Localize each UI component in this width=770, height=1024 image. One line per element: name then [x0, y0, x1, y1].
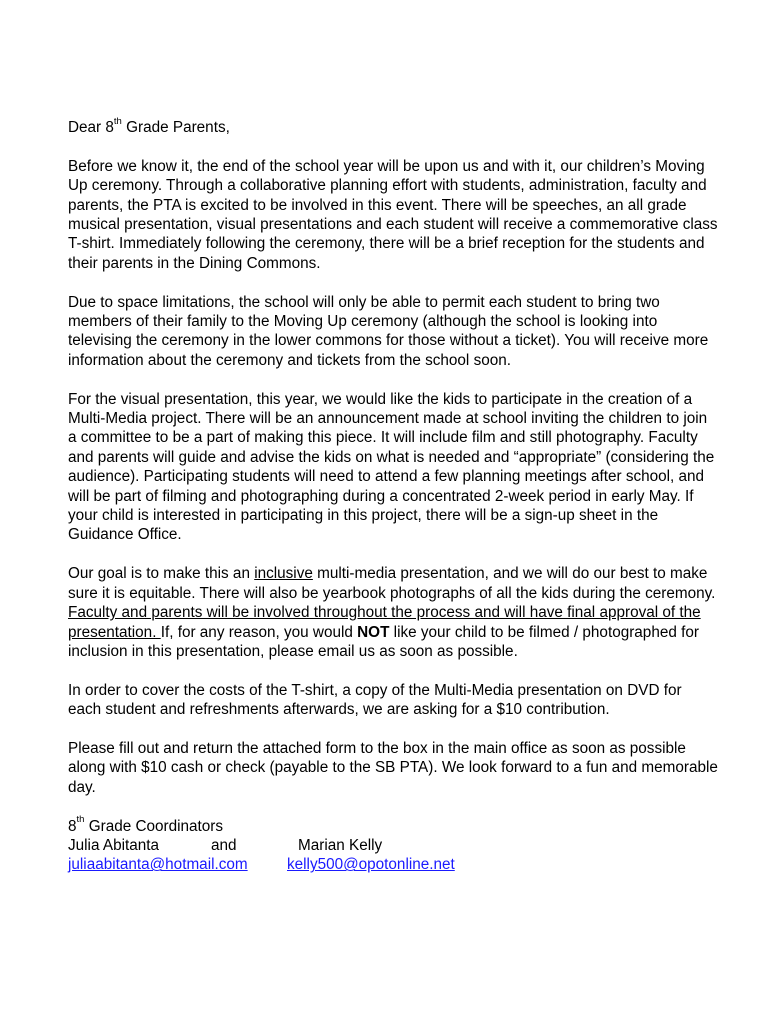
email-link-marian[interactable]: kelly500@opotonline.net	[287, 856, 455, 874]
conjunction: and	[211, 836, 237, 854]
greeting: Dear 8th Grade Parents,	[68, 115, 230, 136]
paragraph-return-form: Please fill out and return the attached form to the box in the main office as soon as possible along with $10 cash or check (payable to the SB PTA). We look forward to a fun and memorable day.	[68, 739, 718, 796]
paragraph-contribution: In order to cover the costs of the T-shirt, a copy of the Multi-Media presentation on DVD for each student and refreshments afterwards, we are asking for a $10 contribution.	[68, 681, 682, 719]
not-emphasis: NOT	[357, 623, 390, 641]
email-link-julia[interactable]: juliaabitanta@hotmail.com	[68, 856, 248, 874]
coordinator-name-1: Julia Abitanta	[68, 836, 159, 854]
signature-names	[68, 836, 718, 855]
paragraph-ceremony-intro: Before we know it, the end of the school year will be upon us and with it, our children’s Moving Up ceremony. Through a collaborative planning effort with students, administration, faculty and parents, the PTA is excited to be involved in this event. There will be speeches, an all grade musical presentation, visual presentations and each student will receive a commemorative class T-shirt. Immediately following the ceremony, there will be a brief reception for the students and their parents in the Dining Commons.	[68, 157, 718, 272]
paragraph-inclusive-goal: Our goal is to make this an inclusive multi-media presentation, and we will do our best to make sure it is equitable. There will also be yearbook photographs of all the kids during the ceremony. Faculty and parents will be involved throughout the process and will have final approval of the presentation. If, for any reason, you would NOT like your child to be filmed / photographed for inclusion in this presentation, please email us as soon as possible.	[68, 565, 716, 660]
signature-block	[68, 814, 718, 875]
inclusive-word: inclusive	[254, 565, 313, 583]
approval-statement: Faculty and parents will be involved throughout the process and will have final approval of the presentation.	[68, 604, 701, 641]
paragraph-visual-presentation: For the visual presentation, this year, we would like the kids to participate in the creation of a Multi-Media project. There will be an announcement made at school inviting the children to join a committee to be a part of making this piece. It will include film and still photography. Faculty and parents will guide and advise the kids on what is needed and “appropriate” (considering the audience). Participating students will need to attend a few planning meetings after school, and will be part of filming and photographing during a concentrated 2-week period in early May. If your child is interested in participating in this project, there will be a sign-up sheet in the Guidance Office.	[68, 390, 715, 544]
signature-emails	[68, 855, 718, 874]
letter-body	[68, 115, 718, 875]
paragraph-space-limitations: Due to space limitations, the school will only be able to permit each student to bring two members of their family to the Moving Up ceremony (although the school is looking into televising the ceremony in the lower commons for those without a ticket). You will receive more information about the ceremony and tickets from the school soon.	[68, 293, 709, 369]
signature-title: 8th Grade Coordinators	[68, 814, 224, 835]
coordinator-name-2: Marian Kelly	[298, 836, 383, 854]
